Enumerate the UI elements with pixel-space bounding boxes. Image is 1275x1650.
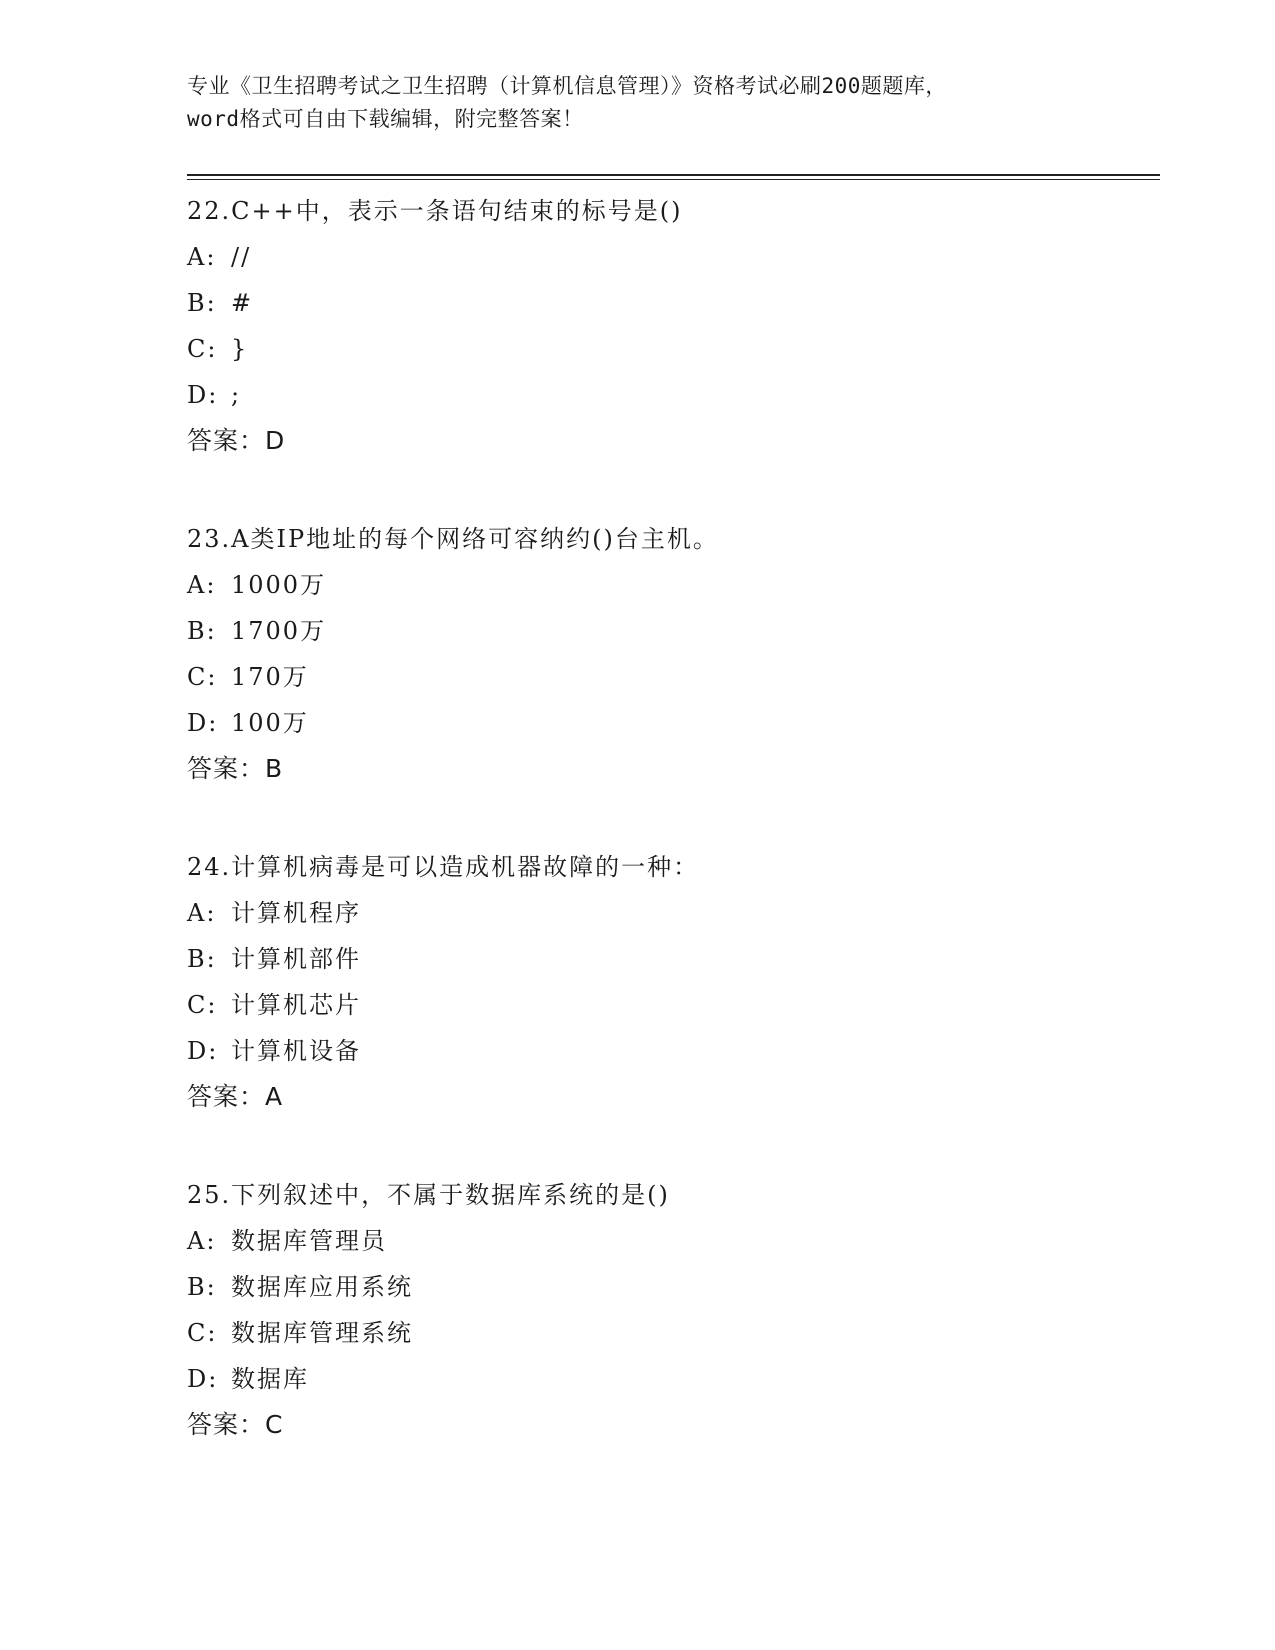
option-text: 计算机部件	[231, 945, 361, 973]
option-text: 计算机程序	[231, 899, 361, 927]
option-text: 数据库	[231, 1365, 309, 1393]
option-text: 数据库管理员	[231, 1227, 387, 1255]
question-stem: 23.A类IP地址的每个网络可容纳约()台主机。	[187, 525, 719, 553]
option-text: 170万	[231, 663, 309, 691]
option-text: 计算机芯片	[231, 991, 361, 1019]
answer	[187, 1074, 1160, 1120]
header-line-1: 专业《卫生招聘考试之卫生招聘（计算机信息管理）》资格考试必刷200题题库，	[187, 74, 947, 98]
document-page	[187, 70, 1160, 1448]
option-letter: C:	[187, 991, 218, 1019]
option-text: //	[231, 243, 252, 271]
question-25	[187, 1172, 1160, 1448]
answer	[187, 1402, 1160, 1448]
answer-value: D	[265, 426, 286, 455]
option-b	[187, 608, 1160, 654]
option-text: 数据库管理系统	[231, 1319, 413, 1347]
option-text: 数据库应用系统	[231, 1273, 413, 1301]
option-a	[187, 562, 1160, 608]
option-letter: C:	[187, 335, 218, 363]
option-text: ;	[231, 381, 242, 409]
option-c	[187, 1310, 1160, 1356]
option-letter: A:	[187, 243, 217, 271]
option-c	[187, 326, 1160, 372]
answer-label: 答案：	[187, 754, 266, 783]
option-letter: C:	[187, 1319, 218, 1347]
option-text: }	[231, 335, 249, 363]
option-letter: C:	[187, 663, 218, 691]
option-d	[187, 372, 1160, 418]
option-d	[187, 700, 1160, 746]
option-text: 1000万	[231, 571, 327, 599]
option-b	[187, 936, 1160, 982]
option-text: 100万	[231, 709, 309, 737]
question-stem: 25.下列叙述中，不属于数据库系统的是()	[187, 1181, 670, 1209]
answer-value: C	[265, 1410, 284, 1439]
document-header	[187, 70, 1160, 136]
question-stem: 22.C++中，表示一条语句结束的标号是()	[187, 197, 683, 225]
answer-label: 答案：	[187, 1082, 266, 1111]
option-letter: D:	[187, 1365, 219, 1393]
header-line-2: word格式可自由下载编辑，附完整答案！	[187, 107, 584, 131]
option-letter: D:	[187, 709, 219, 737]
option-text: 1700万	[231, 617, 327, 645]
question-23	[187, 516, 1160, 792]
option-d	[187, 1356, 1160, 1402]
option-letter: D:	[187, 1037, 219, 1065]
option-b	[187, 1264, 1160, 1310]
answer-label: 答案：	[187, 426, 266, 455]
question-stem: 24.计算机病毒是可以造成机器故障的一种：	[187, 853, 700, 881]
answer	[187, 746, 1160, 792]
option-letter: B:	[187, 945, 217, 973]
option-text: #	[231, 289, 254, 317]
option-letter: A:	[187, 571, 217, 599]
answer	[187, 418, 1160, 464]
option-letter: B:	[187, 617, 217, 645]
option-letter: B:	[187, 1273, 217, 1301]
option-letter: B:	[187, 289, 217, 317]
question-24	[187, 844, 1160, 1120]
option-a	[187, 234, 1160, 280]
option-b	[187, 280, 1160, 326]
option-d	[187, 1028, 1160, 1074]
option-letter: A:	[187, 899, 217, 927]
header-divider	[187, 174, 1160, 180]
answer-value: A	[265, 1082, 284, 1111]
answer-value: B	[265, 754, 284, 783]
option-letter: A:	[187, 1227, 217, 1255]
question-22	[187, 188, 1160, 464]
option-text: 计算机设备	[231, 1037, 361, 1065]
option-letter: D:	[187, 381, 219, 409]
answer-label: 答案：	[187, 1410, 266, 1439]
option-c	[187, 654, 1160, 700]
option-c	[187, 982, 1160, 1028]
option-a	[187, 890, 1160, 936]
option-a	[187, 1218, 1160, 1264]
